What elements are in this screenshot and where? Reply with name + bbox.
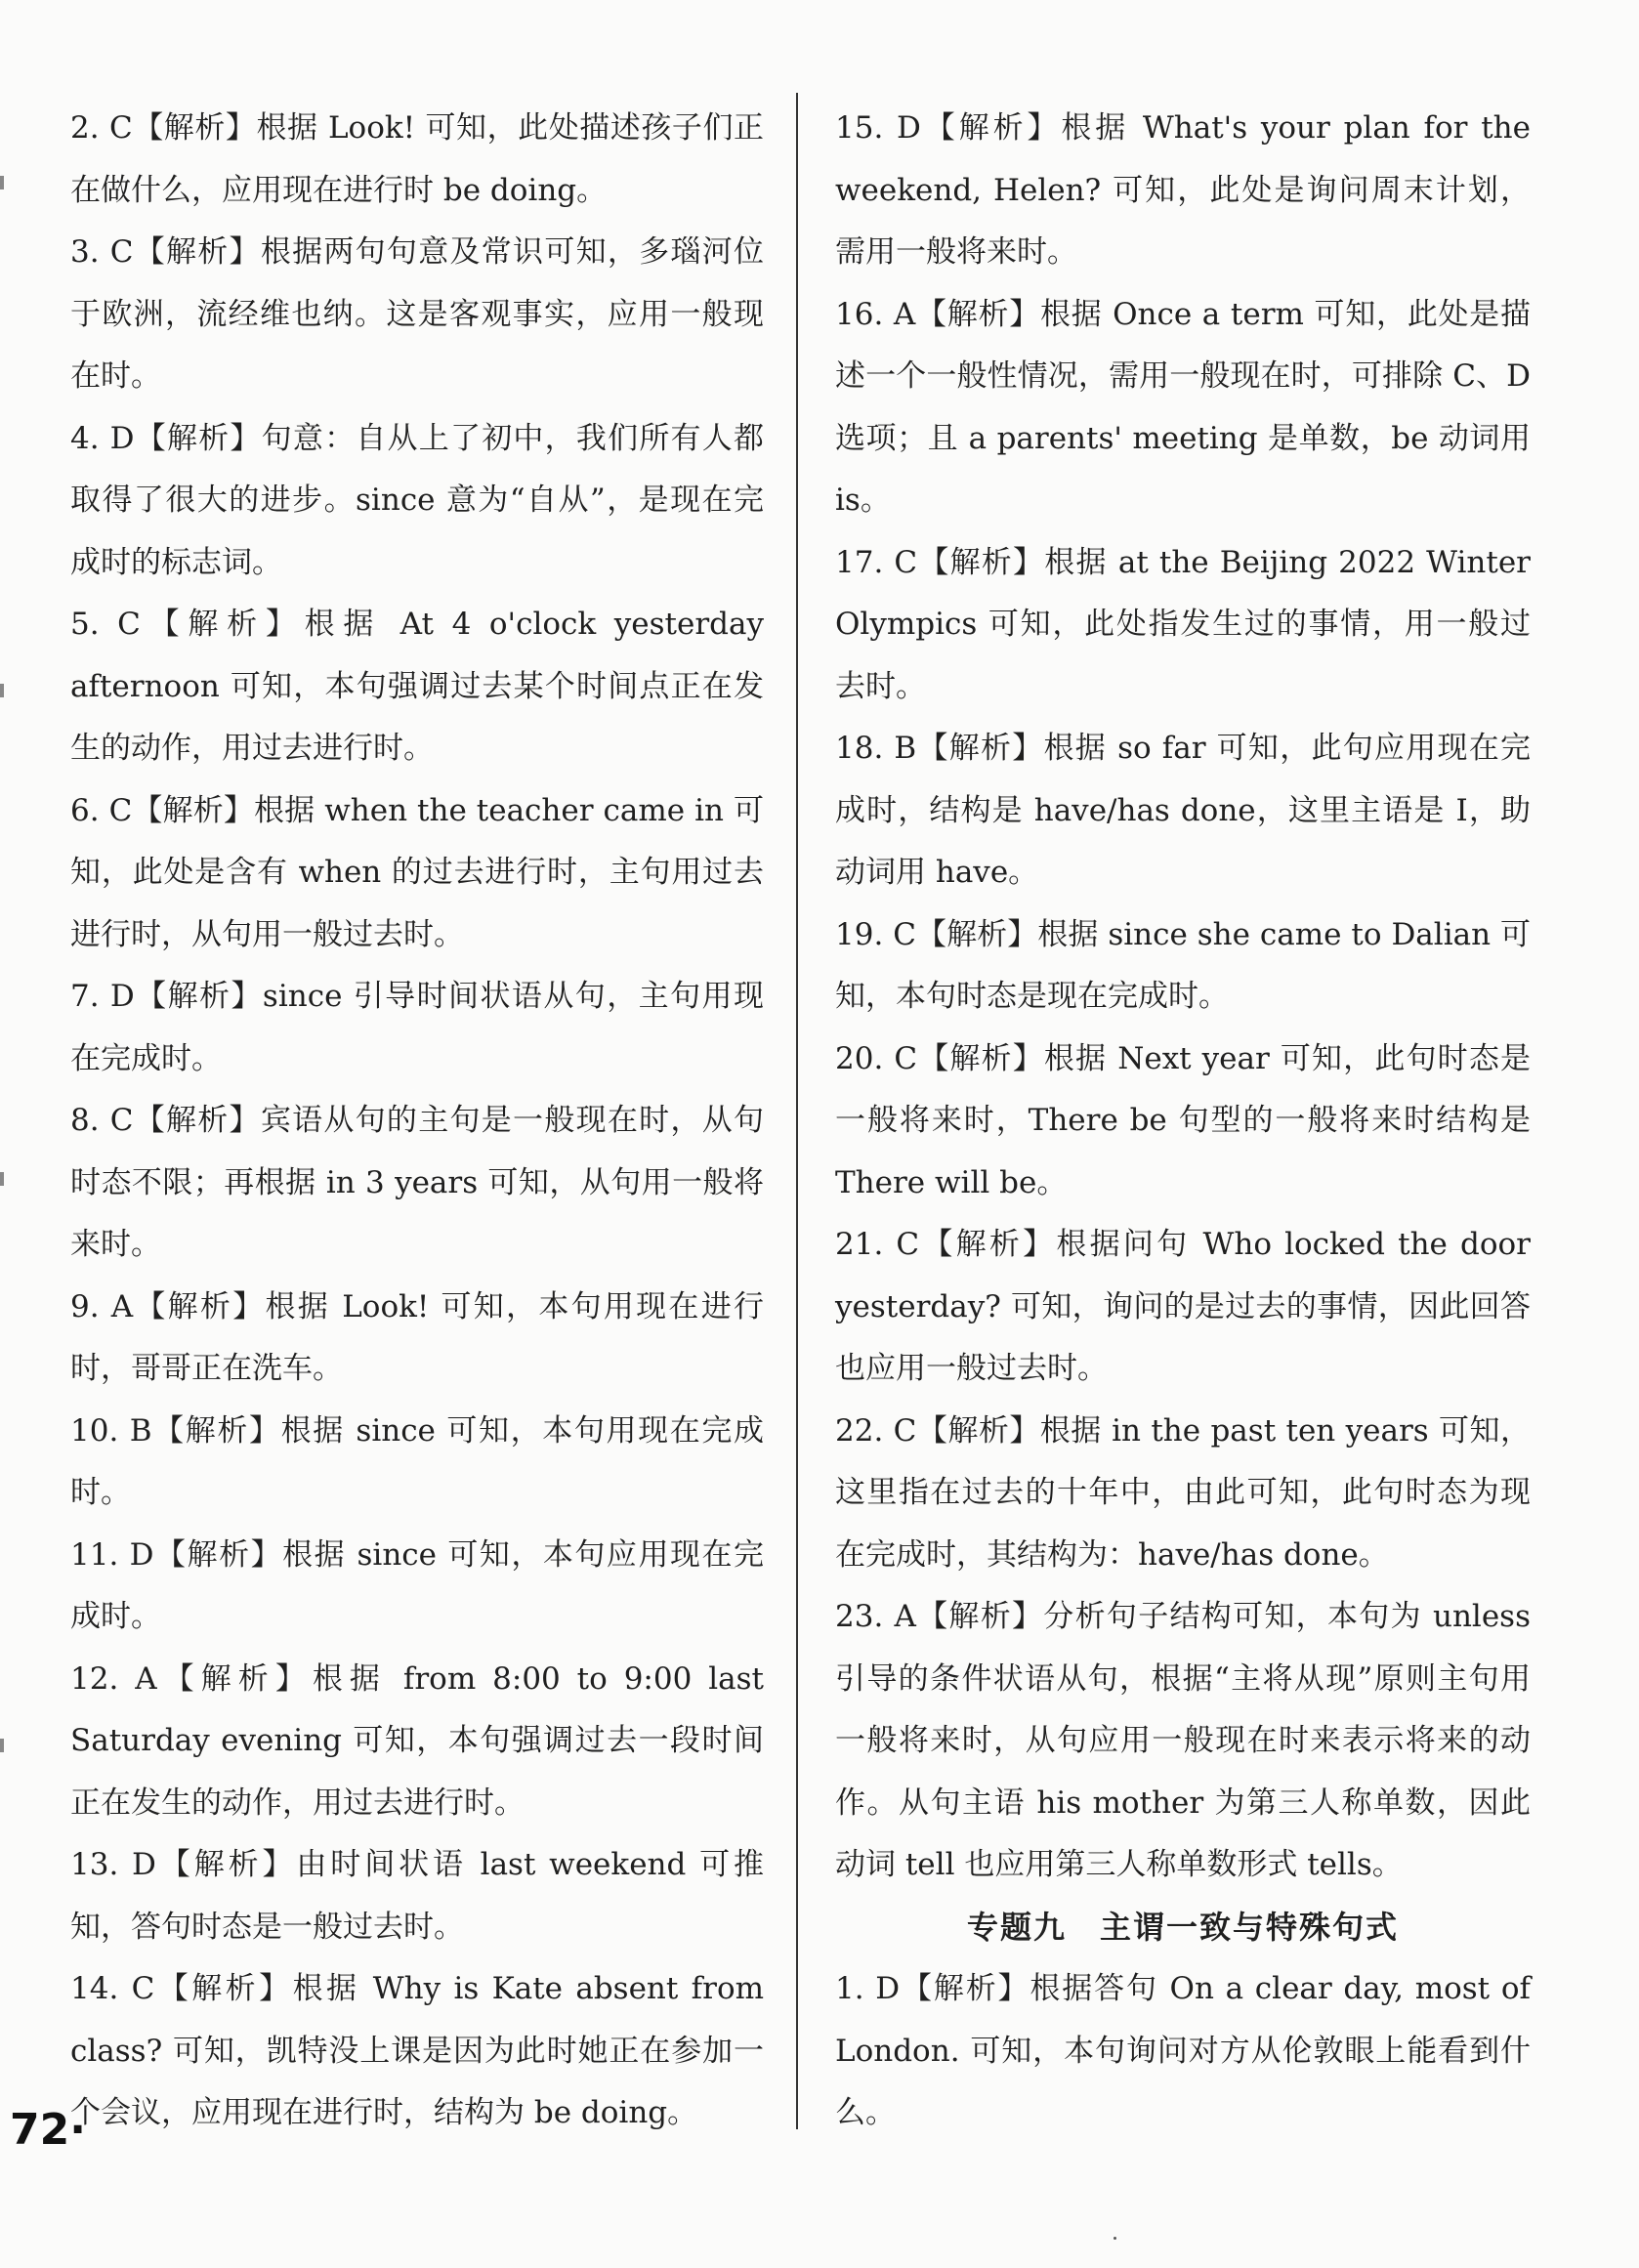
answer-entry: 6. C【解析】根据 when the teacher came in 可知，此处是含有 when 的过去进行时，主句用过去进行时，从句用一般过去时。	[70, 792, 764, 952]
right-column	[835, 98, 1531, 2145]
column-divider	[796, 93, 798, 2129]
answer-entry: 18. B【解析】根据 so far 可知，此句应用现在完成时，结构是 have/has done，这里主语是 I，助动词用 have。	[835, 731, 1531, 890]
answer-entry: 23. A【解析】分析句子结构可知，本句为 unless 引导的条件状语从句，根据“主将从现”原则主句用一般将来时，从句应用一般现在时来表示将来的动作。从句主语 his mother 为第三人称单数，因此动词 tell 也应用第三人称单数形式 tells。	[835, 1599, 1531, 1882]
answer-entry: 7. D【解析】since 引导时间状语从句，主句用现在完成时。	[70, 979, 764, 1076]
answer-entry: 20. C【解析】根据 Next year 可知，此句时态是一般将来时，There be 句型的一般将来时结构是 There will be。	[835, 1040, 1531, 1200]
answer-entry: 2. C【解析】根据 Look! 可知，此处描述孩子们正在做什么，应用现在进行时 be doing。	[70, 110, 764, 208]
section-title: 专题九 主谓一致与特殊句式	[966, 1908, 1399, 1946]
dot-mark	[1114, 2237, 1116, 2240]
left-column	[70, 98, 764, 2145]
answer-entry: 19. C【解析】根据 since she came to Dalian 可知，本句时态是现在完成时。	[835, 916, 1531, 1014]
answer-entry: 8. C【解析】宾语从句的主句是一般现在时，从句时态不限；再根据 in 3 years 可知，从句用一般将来时。	[70, 1103, 764, 1262]
edge-mark	[0, 1739, 4, 1752]
answer-entry: 22. C【解析】根据 in the past ten years 可知，这里指在过去的十年中，由此可知，此句时态为现在完成时，其结构为：have/has done。	[835, 1412, 1531, 1573]
edge-mark	[0, 684, 4, 697]
answer-entry: 1. D【解析】根据答句 On a clear day, most of London. 可知，本句询问对方从伦敦眼上能看到什么。	[835, 1971, 1531, 2130]
answer-entry: 14. C【解析】根据 Why is Kate absent from class? 可知，凯特没上课是因为此时她正在参加一个会议，应用现在进行时，结构为 be doing。	[70, 1971, 764, 2130]
answer-entry: 15. D【解析】根据 What's your plan for the weekend, Helen? 可知，此处是询问周末计划，需用一般将来时。	[835, 110, 1531, 270]
edge-mark	[0, 176, 4, 189]
answer-entry: 10. B【解析】根据 since 可知，本句用现在完成时。	[70, 1412, 764, 1510]
answer-entry: 12. A【解析】根据 from 8:00 to 9:00 last Saturday evening 可知，本句强调过去一段时间正在发生的动作，用过去进行时。	[70, 1660, 764, 1821]
edge-mark	[0, 1172, 4, 1186]
answer-entry: 3. C【解析】根据两句句意及常识可知，多瑙河位于欧洲，流经维也纳。这是客观事实，应用一般现在时。	[70, 234, 764, 394]
answer-entry: 13. D【解析】由时间状语 last weekend 可推知，答句时态是一般过去时。	[70, 1847, 764, 1945]
page-number: 72·	[10, 2105, 86, 2155]
answer-entry: 17. C【解析】根据 at the Beijing 2022 Winter Olympics 可知，此处指发生过的事情，用一般过去时。	[835, 544, 1531, 704]
answer-entry: 4. D【解析】句意：自从上了初中，我们所有人都取得了很大的进步。since 意为“自从”，是现在完成时的标志词。	[70, 420, 764, 580]
answer-entry: 9. A【解析】根据 Look! 可知，本句用现在进行时，哥哥正在洗车。	[70, 1288, 764, 1386]
answer-entry: 5. C【解析】根据 At 4 o'clock yesterday afternoon 可知，本句强调过去某个时间点正在发生的动作，用过去进行时。	[70, 607, 764, 766]
answer-entry: 11. D【解析】根据 since 可知，本句应用现在完成时。	[70, 1536, 764, 1634]
answer-entry: 16. A【解析】根据 Once a term 可知，此处是描述一个一般性情况，需用一般现在时，可排除 C、D 选项；且 a parents' meeting 是单数，be 动词用 is。	[835, 296, 1531, 518]
answer-entry: 21. C【解析】根据问句 Who locked the door yesterday? 可知，询问的是过去的事情，因此回答也应用一般过去时。	[835, 1227, 1531, 1386]
